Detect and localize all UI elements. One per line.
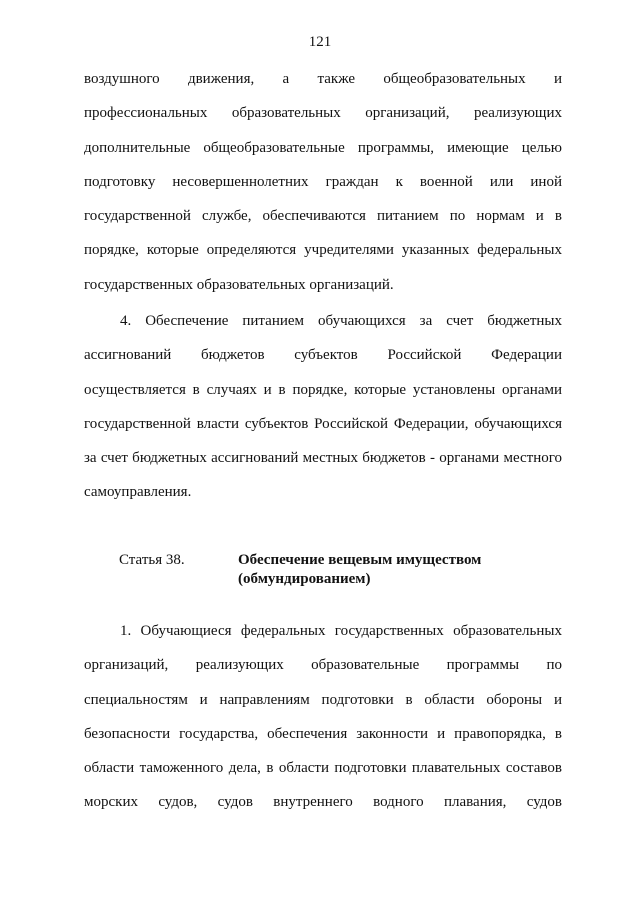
text-line: безопасности государства, обеспечения законности и правопорядка, в	[84, 725, 562, 742]
text-line: морских судов, судов внутреннего водного плавания, судов	[84, 794, 562, 811]
article-title	[238, 551, 538, 589]
text-line: профессиональных образовательных организаций, реализующих	[84, 105, 562, 122]
text-line: порядке, которые определяются учредителями указанных федеральных	[84, 242, 562, 259]
text-line: воздушного движения, а также общеобразовательных и	[84, 71, 562, 87]
text-line: за счет бюджетных ассигнований местных бюджетов - органами местного	[84, 450, 562, 467]
article-label: Статья 38.	[119, 552, 185, 568]
text-line: подготовку несовершеннолетних граждан к военной или иной	[84, 173, 562, 190]
text-line: области таможенного дела, в области подготовки плавательных составов	[84, 760, 562, 777]
paragraph-continuation	[84, 62, 562, 302]
text-line: ассигнований бюджетов субъектов Российской Федерации	[84, 347, 562, 364]
article-title-line: (обмундированием)	[238, 571, 371, 587]
text-line: государственной власти субъектов Российской Федерации, обучающихся	[84, 415, 562, 432]
paragraph-item-1	[84, 614, 562, 820]
page-number: 121	[308, 34, 332, 50]
text-line: организаций, реализующих образовательные программы по	[84, 657, 562, 674]
text-line: 4. Обеспечение питанием обучающихся за счет бюджетных	[120, 313, 562, 329]
text-line: государственных образовательных организаций.	[84, 276, 394, 293]
text-line: осуществляется в случаях и в порядке, которые установлены органами	[84, 381, 562, 398]
text-line: самоуправления.	[84, 484, 192, 501]
text-line: специальностям и направлениям подготовки в области обороны и	[84, 691, 562, 708]
text-line: государственной службе, обеспечиваются питанием по нормам и в	[84, 208, 562, 225]
text-line: дополнительные общеобразовательные программы, имеющие целью	[84, 139, 562, 156]
text-line: 1. Обучающиеся федеральных государственных образовательных	[120, 623, 562, 639]
article-title-line: Обеспечение вещевым имуществом	[238, 552, 482, 568]
paragraph-item-4	[84, 304, 562, 510]
